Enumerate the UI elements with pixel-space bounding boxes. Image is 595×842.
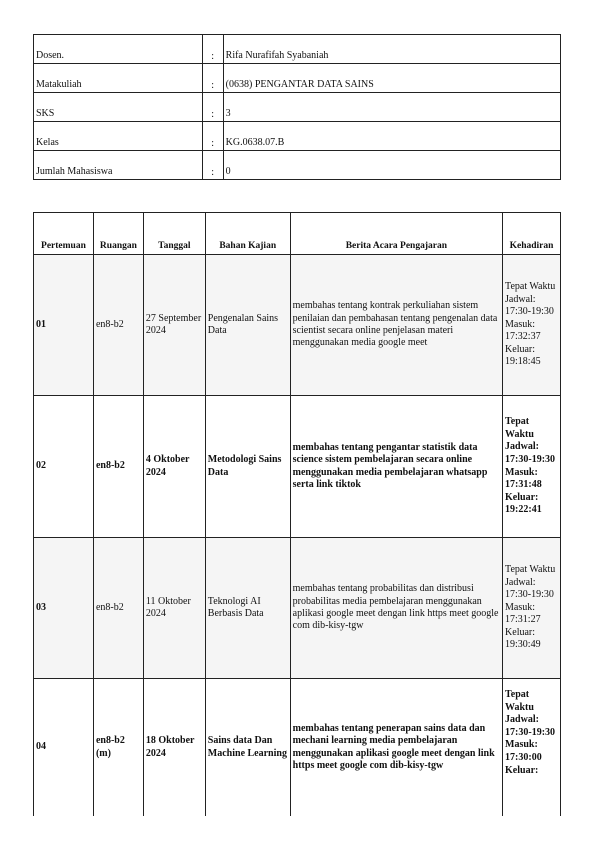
table-row (34, 538, 561, 679)
kehadiran-cell: Tepat Waktu Jadwal: 17:30-19:30 Masuk: 17:30:00 Keluar: (503, 679, 561, 817)
info-label: SKS (34, 93, 203, 122)
berita-cell: membahas tentang penerapan sains data dan mechani learning media pembelajaran menggunakan aplikasi google meet dengan link https meet google com dib-kisy-tgw (290, 679, 502, 817)
pertemuan-cell: 01 (34, 255, 94, 396)
info-value: (0638) PENGANTAR DATA SAINS (223, 64, 560, 93)
info-row-sks (34, 93, 561, 122)
table-row (34, 679, 561, 817)
ruangan-cell: en8-b2 (93, 396, 143, 538)
pertemuan-cell: 03 (34, 538, 94, 679)
info-colon: : (202, 122, 223, 151)
berita-cell: membahas tentang kontrak perkuliahan sistem penilaian dan pembahasan tentang pengenalan data scientist secara online penjelasan materi menggunakan media google meet (290, 255, 502, 396)
ruangan-cell: en8-b2 (m) (93, 679, 143, 817)
info-colon: : (202, 35, 223, 64)
ruangan-cell: en8-b2 (93, 538, 143, 679)
berita-cell: membahas tentang pengantar statistik data science sistem pembelajaran secara online menggunakan media pembelajaran whatsapp serta link tiktok (290, 396, 502, 538)
info-row-dosen (34, 35, 561, 64)
tanggal-cell: 11 Oktober 2024 (143, 538, 205, 679)
info-value: KG.0638.07.B (223, 122, 560, 151)
info-value: 3 (223, 93, 560, 122)
kehadiran-cell: Tepat Waktu Jadwal: 17:30-19:30 Masuk: 17:31:48 Keluar: 19:22:41 (503, 396, 561, 538)
course-info-table (33, 34, 561, 180)
tanggal-cell: 4 Oktober 2024 (143, 396, 205, 538)
bahan-cell: Teknologi AI Berbasis Data (205, 538, 290, 679)
header-ruangan: Ruangan (93, 213, 143, 255)
header-berita-acara: Berita Acara Pengajaran (290, 213, 502, 255)
schedule-header-row (34, 213, 561, 255)
table-row (34, 396, 561, 538)
tanggal-cell: 27 September 2024 (143, 255, 205, 396)
info-label: Dosen. (34, 35, 203, 64)
kehadiran-cell: Tepat Waktu Jadwal: 17:30-19:30 Masuk: 17:32:37 Keluar: 19:18:45 (503, 255, 561, 396)
info-row-kelas (34, 122, 561, 151)
info-label: Jumlah Mahasiswa (34, 151, 203, 180)
header-tanggal: Tanggal (143, 213, 205, 255)
info-row-matakuliah (34, 64, 561, 93)
info-colon: : (202, 93, 223, 122)
ruangan-cell: en8-b2 (93, 255, 143, 396)
pertemuan-cell: 02 (34, 396, 94, 538)
info-value: Rifa Nurafifah Syabaniah (223, 35, 560, 64)
table-row (34, 255, 561, 396)
bahan-cell: Metodologi Sains Data (205, 396, 290, 538)
info-colon: : (202, 64, 223, 93)
berita-cell: membahas tentang probabilitas dan distribusi probabilitas media pembelajaran menggunakan aplikasi google meet dengan link https meet google com dib-kisy-tgw (290, 538, 502, 679)
info-label: Kelas (34, 122, 203, 151)
bahan-cell: Pengenalan Sains Data (205, 255, 290, 396)
header-bahan-kajian: Bahan Kajian (205, 213, 290, 255)
bahan-cell: Sains data Dan Machine Learning (205, 679, 290, 817)
header-kehadiran: Kehadiran (503, 213, 561, 255)
info-colon: : (202, 151, 223, 180)
tanggal-cell: 18 Oktober 2024 (143, 679, 205, 817)
info-value: 0 (223, 151, 560, 180)
pertemuan-cell: 04 (34, 679, 94, 817)
header-pertemuan: Pertemuan (34, 213, 94, 255)
info-row-jumlah-mahasiswa (34, 151, 561, 180)
kehadiran-cell: Tepat Waktu Jadwal: 17:30-19:30 Masuk: 17:31:27 Keluar: 19:30:49 (503, 538, 561, 679)
info-label: Matakuliah (34, 64, 203, 93)
schedule-table (33, 212, 561, 816)
